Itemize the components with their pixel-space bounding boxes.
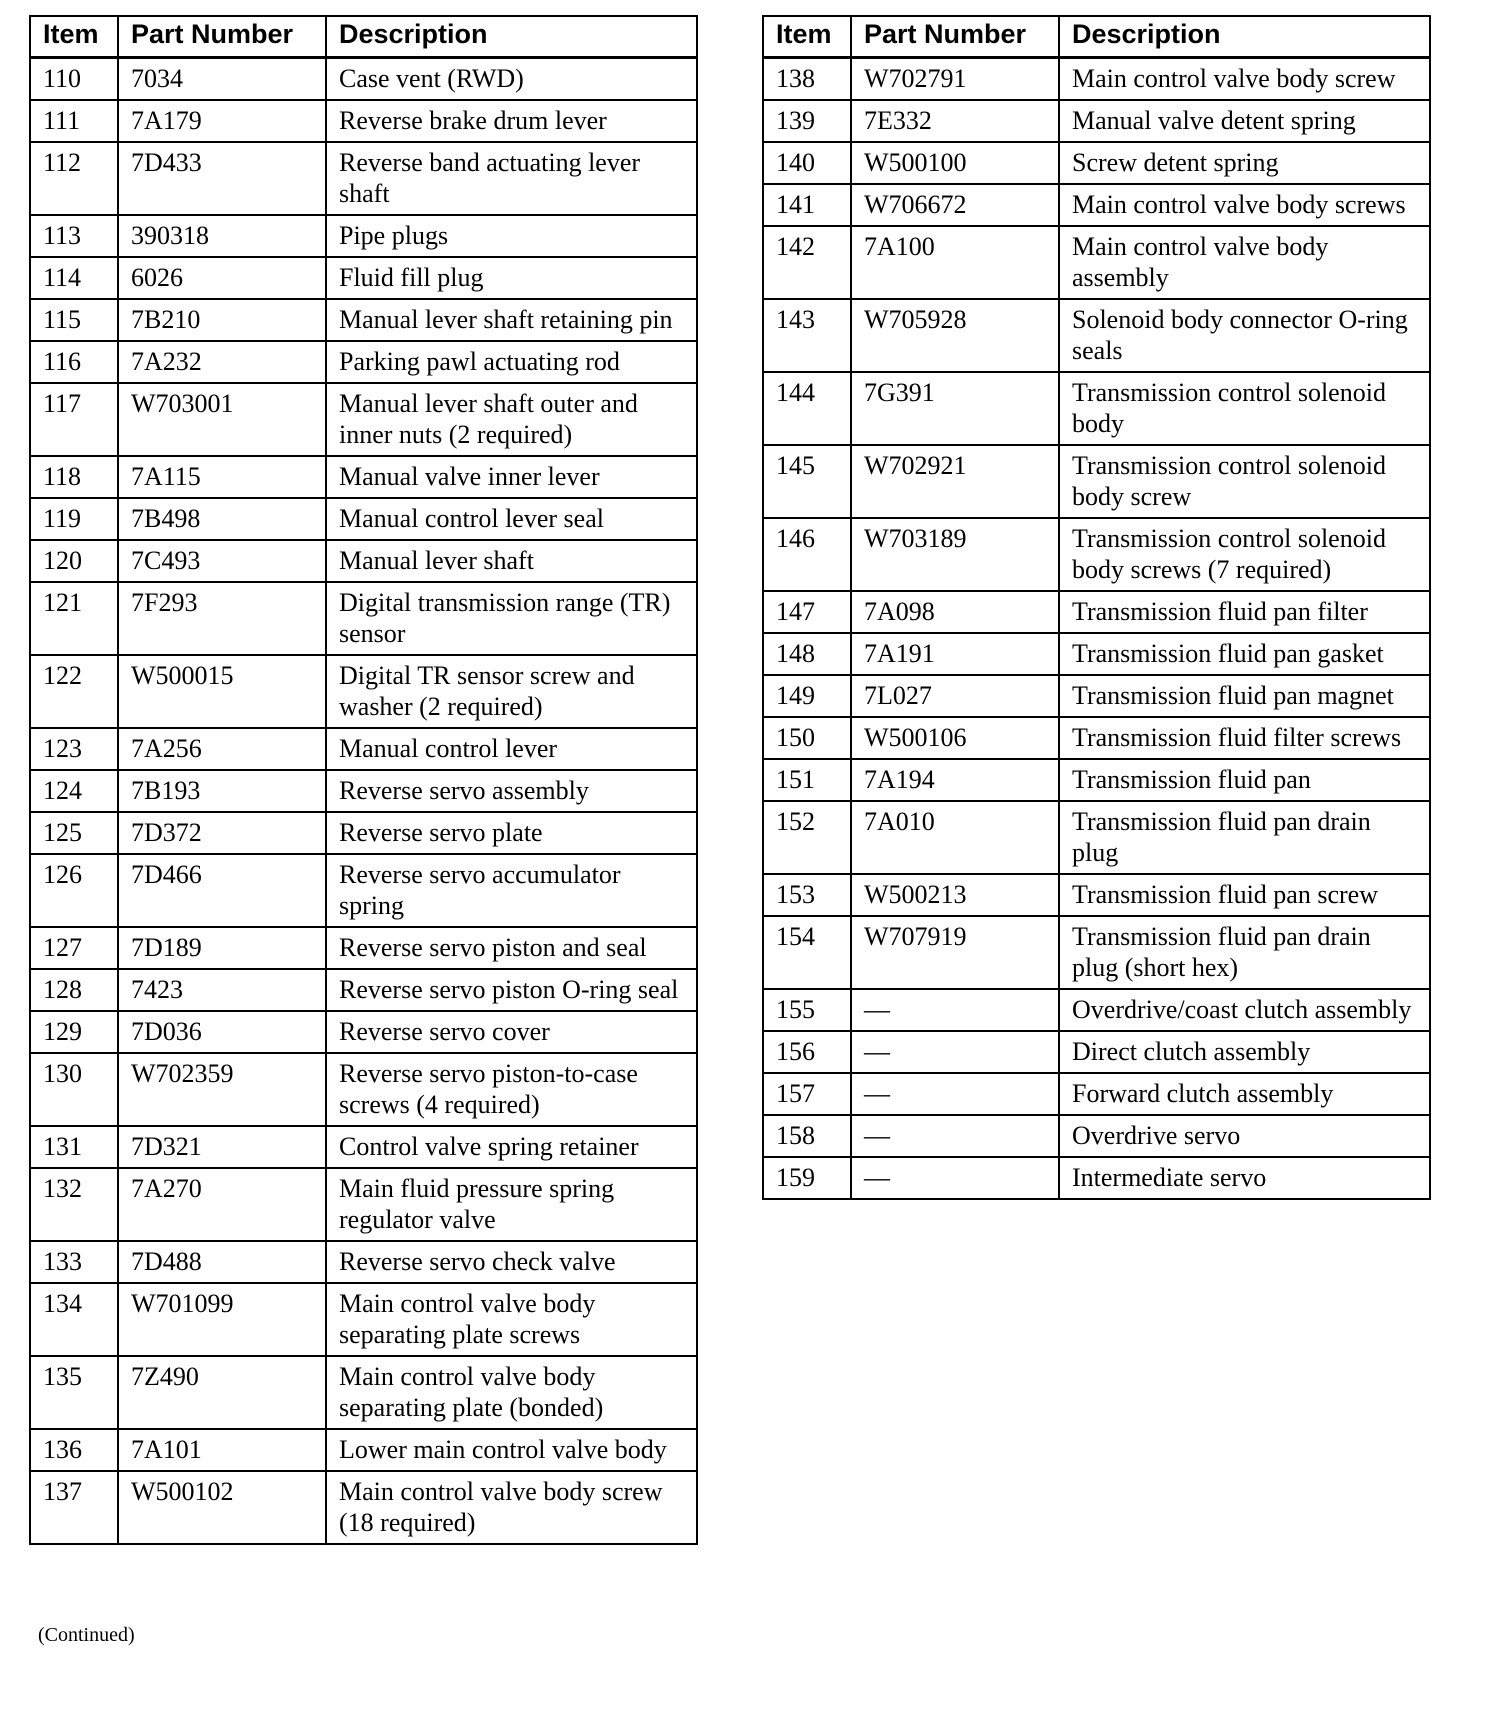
cell-part-number: 7D036 bbox=[118, 1011, 326, 1053]
cell-description: Parking pawl actuating rod bbox=[326, 341, 697, 383]
cell-description: Overdrive/coast clutch assembly bbox=[1059, 989, 1430, 1031]
cell-part-number: W500015 bbox=[118, 655, 326, 728]
cell-description: Main control valve body assembly bbox=[1059, 226, 1430, 299]
cell-item: 133 bbox=[30, 1241, 118, 1283]
cell-part-number: — bbox=[851, 989, 1059, 1031]
cell-part-number: W705928 bbox=[851, 299, 1059, 372]
cell-part-number: 7D372 bbox=[118, 812, 326, 854]
table-row bbox=[30, 100, 697, 142]
cell-description: Transmission fluid filter screws bbox=[1059, 717, 1430, 759]
cell-item: 115 bbox=[30, 299, 118, 341]
table-row bbox=[763, 1073, 1430, 1115]
cell-description: Transmission fluid pan screw bbox=[1059, 874, 1430, 916]
cell-item: 111 bbox=[30, 100, 118, 142]
cell-description: Main control valve body screw (18 required) bbox=[326, 1471, 697, 1544]
cell-description: Transmission fluid pan bbox=[1059, 759, 1430, 801]
cell-part-number: W706672 bbox=[851, 184, 1059, 226]
cell-item: 151 bbox=[763, 759, 851, 801]
table-row bbox=[30, 1053, 697, 1126]
cell-item: 137 bbox=[30, 1471, 118, 1544]
cell-description: Manual lever shaft bbox=[326, 540, 697, 582]
cell-item: 152 bbox=[763, 801, 851, 874]
table-row bbox=[763, 717, 1430, 759]
table-row bbox=[30, 927, 697, 969]
table-row bbox=[30, 1356, 697, 1429]
cell-item: 147 bbox=[763, 591, 851, 633]
column-header-description: Description bbox=[1059, 16, 1430, 58]
cell-item: 136 bbox=[30, 1429, 118, 1471]
parts-table-right bbox=[762, 15, 1431, 1200]
cell-item: 157 bbox=[763, 1073, 851, 1115]
cell-description: Reverse band actuating lever shaft bbox=[326, 142, 697, 215]
cell-description: Reverse servo accumulator spring bbox=[326, 854, 697, 927]
table-row bbox=[30, 728, 697, 770]
cell-item: 139 bbox=[763, 100, 851, 142]
cell-description: Manual valve detent spring bbox=[1059, 100, 1430, 142]
table-row bbox=[763, 633, 1430, 675]
cell-part-number: 7D488 bbox=[118, 1241, 326, 1283]
cell-part-number: 7A100 bbox=[851, 226, 1059, 299]
table-row bbox=[30, 582, 697, 655]
cell-item: 134 bbox=[30, 1283, 118, 1356]
cell-item: 135 bbox=[30, 1356, 118, 1429]
cell-item: 128 bbox=[30, 969, 118, 1011]
cell-description: Transmission fluid pan magnet bbox=[1059, 675, 1430, 717]
cell-description: Reverse servo assembly bbox=[326, 770, 697, 812]
table-row bbox=[30, 812, 697, 854]
cell-part-number: W702791 bbox=[851, 58, 1059, 101]
cell-item: 155 bbox=[763, 989, 851, 1031]
cell-item: 116 bbox=[30, 341, 118, 383]
column-header-item: Item bbox=[763, 16, 851, 58]
table-row bbox=[30, 456, 697, 498]
table-row bbox=[763, 142, 1430, 184]
cell-part-number: — bbox=[851, 1031, 1059, 1073]
table-row bbox=[30, 770, 697, 812]
continued-note: (Continued) bbox=[38, 1624, 135, 1646]
cell-item: 121 bbox=[30, 582, 118, 655]
parts-table-left bbox=[29, 15, 698, 1545]
cell-description: Main control valve body screws bbox=[1059, 184, 1430, 226]
cell-item: 118 bbox=[30, 456, 118, 498]
cell-description: Forward clutch assembly bbox=[1059, 1073, 1430, 1115]
cell-description: Control valve spring retainer bbox=[326, 1126, 697, 1168]
table-row bbox=[763, 1157, 1430, 1199]
cell-part-number: W702921 bbox=[851, 445, 1059, 518]
cell-item: 158 bbox=[763, 1115, 851, 1157]
table-row bbox=[763, 1031, 1430, 1073]
table-row bbox=[30, 299, 697, 341]
cell-item: 143 bbox=[763, 299, 851, 372]
table-row bbox=[30, 142, 697, 215]
cell-part-number: 7F293 bbox=[118, 582, 326, 655]
table-row bbox=[30, 1429, 697, 1471]
cell-item: 148 bbox=[763, 633, 851, 675]
table-row bbox=[763, 445, 1430, 518]
cell-part-number: W500100 bbox=[851, 142, 1059, 184]
table-row bbox=[763, 916, 1430, 989]
cell-item: 146 bbox=[763, 518, 851, 591]
table-row bbox=[763, 518, 1430, 591]
cell-item: 123 bbox=[30, 728, 118, 770]
cell-description: Screw detent spring bbox=[1059, 142, 1430, 184]
table-row bbox=[30, 540, 697, 582]
cell-description: Fluid fill plug bbox=[326, 257, 697, 299]
cell-part-number: 7A101 bbox=[118, 1429, 326, 1471]
cell-item: 113 bbox=[30, 215, 118, 257]
cell-description: Reverse servo plate bbox=[326, 812, 697, 854]
cell-description: Manual control lever seal bbox=[326, 498, 697, 540]
cell-description: Transmission fluid pan gasket bbox=[1059, 633, 1430, 675]
cell-part-number: 7A010 bbox=[851, 801, 1059, 874]
cell-part-number: 7D433 bbox=[118, 142, 326, 215]
cell-part-number: 7C493 bbox=[118, 540, 326, 582]
cell-part-number: W701099 bbox=[118, 1283, 326, 1356]
table-row bbox=[30, 969, 697, 1011]
cell-description: Lower main control valve body bbox=[326, 1429, 697, 1471]
cell-description: Transmission fluid pan filter bbox=[1059, 591, 1430, 633]
cell-item: 150 bbox=[763, 717, 851, 759]
cell-item: 129 bbox=[30, 1011, 118, 1053]
cell-description: Manual control lever bbox=[326, 728, 697, 770]
cell-part-number: — bbox=[851, 1073, 1059, 1115]
table-row bbox=[30, 1011, 697, 1053]
cell-description: Reverse brake drum lever bbox=[326, 100, 697, 142]
table-row bbox=[763, 591, 1430, 633]
cell-part-number: 7D321 bbox=[118, 1126, 326, 1168]
table-body-right bbox=[763, 58, 1430, 1200]
cell-part-number: — bbox=[851, 1157, 1059, 1199]
cell-part-number: 7423 bbox=[118, 969, 326, 1011]
cell-part-number: 7A270 bbox=[118, 1168, 326, 1241]
table-row bbox=[30, 383, 697, 456]
cell-description: Manual lever shaft retaining pin bbox=[326, 299, 697, 341]
cell-item: 140 bbox=[763, 142, 851, 184]
cell-item: 159 bbox=[763, 1157, 851, 1199]
cell-item: 125 bbox=[30, 812, 118, 854]
cell-description: Reverse servo check valve bbox=[326, 1241, 697, 1283]
cell-description: Digital TR sensor screw and washer (2 required) bbox=[326, 655, 697, 728]
cell-description: Main control valve body screw bbox=[1059, 58, 1430, 101]
cell-item: 127 bbox=[30, 927, 118, 969]
cell-description: Transmission control solenoid body bbox=[1059, 372, 1430, 445]
cell-description: Direct clutch assembly bbox=[1059, 1031, 1430, 1073]
cell-description: Reverse servo piston O-ring seal bbox=[326, 969, 697, 1011]
cell-part-number: 7A179 bbox=[118, 100, 326, 142]
cell-item: 142 bbox=[763, 226, 851, 299]
cell-part-number: 7B498 bbox=[118, 498, 326, 540]
table-row bbox=[30, 498, 697, 540]
table-row bbox=[30, 655, 697, 728]
table-row bbox=[763, 100, 1430, 142]
cell-item: 156 bbox=[763, 1031, 851, 1073]
cell-description: Transmission fluid pan drain plug bbox=[1059, 801, 1430, 874]
cell-item: 124 bbox=[30, 770, 118, 812]
cell-part-number: 7A191 bbox=[851, 633, 1059, 675]
cell-item: 112 bbox=[30, 142, 118, 215]
table-row bbox=[763, 874, 1430, 916]
cell-description: Main control valve body separating plate screws bbox=[326, 1283, 697, 1356]
cell-part-number: W500102 bbox=[118, 1471, 326, 1544]
cell-part-number: W703001 bbox=[118, 383, 326, 456]
cell-description: Solenoid body connector O-ring seals bbox=[1059, 299, 1430, 372]
cell-part-number: 7A194 bbox=[851, 759, 1059, 801]
cell-part-number: W500106 bbox=[851, 717, 1059, 759]
cell-item: 110 bbox=[30, 58, 118, 101]
cell-part-number: W703189 bbox=[851, 518, 1059, 591]
cell-item: 122 bbox=[30, 655, 118, 728]
cell-item: 132 bbox=[30, 1168, 118, 1241]
column-header-part-number: Part Number bbox=[118, 16, 326, 58]
table-row bbox=[763, 1115, 1430, 1157]
cell-item: 149 bbox=[763, 675, 851, 717]
table-row bbox=[30, 215, 697, 257]
cell-part-number: 7034 bbox=[118, 58, 326, 101]
column-header-description: Description bbox=[326, 16, 697, 58]
cell-part-number: 7D189 bbox=[118, 927, 326, 969]
cell-item: 141 bbox=[763, 184, 851, 226]
table-row bbox=[763, 299, 1430, 372]
cell-description: Intermediate servo bbox=[1059, 1157, 1430, 1199]
table-body-left bbox=[30, 58, 697, 1545]
cell-part-number: — bbox=[851, 1115, 1059, 1157]
table-row bbox=[30, 854, 697, 927]
cell-item: 144 bbox=[763, 372, 851, 445]
table-row bbox=[30, 257, 697, 299]
cell-item: 145 bbox=[763, 445, 851, 518]
cell-part-number: 390318 bbox=[118, 215, 326, 257]
cell-description: Transmission control solenoid body screws (7 required) bbox=[1059, 518, 1430, 591]
cell-part-number: W500213 bbox=[851, 874, 1059, 916]
table-header-row bbox=[763, 16, 1430, 58]
cell-description: Transmission control solenoid body screw bbox=[1059, 445, 1430, 518]
table-row bbox=[30, 1471, 697, 1544]
cell-description: Manual valve inner lever bbox=[326, 456, 697, 498]
table-header-row bbox=[30, 16, 697, 58]
cell-item: 114 bbox=[30, 257, 118, 299]
cell-part-number: 7Z490 bbox=[118, 1356, 326, 1429]
cell-description: Main control valve body separating plate (bonded) bbox=[326, 1356, 697, 1429]
cell-item: 120 bbox=[30, 540, 118, 582]
cell-part-number: 7A098 bbox=[851, 591, 1059, 633]
cell-description: Reverse servo piston-to-case screws (4 required) bbox=[326, 1053, 697, 1126]
table-row bbox=[30, 1283, 697, 1356]
table-row bbox=[30, 341, 697, 383]
table-row bbox=[30, 1168, 697, 1241]
cell-part-number: 7D466 bbox=[118, 854, 326, 927]
cell-part-number: 7B210 bbox=[118, 299, 326, 341]
cell-description: Transmission fluid pan drain plug (short hex) bbox=[1059, 916, 1430, 989]
cell-description: Reverse servo cover bbox=[326, 1011, 697, 1053]
table-row bbox=[763, 801, 1430, 874]
cell-item: 138 bbox=[763, 58, 851, 101]
table-row bbox=[30, 1241, 697, 1283]
table-row bbox=[763, 675, 1430, 717]
table-row bbox=[763, 226, 1430, 299]
cell-item: 130 bbox=[30, 1053, 118, 1126]
cell-description: Pipe plugs bbox=[326, 215, 697, 257]
cell-part-number: 7A115 bbox=[118, 456, 326, 498]
table-row bbox=[30, 1126, 697, 1168]
cell-part-number: 7E332 bbox=[851, 100, 1059, 142]
cell-description: Main fluid pressure spring regulator valve bbox=[326, 1168, 697, 1241]
cell-part-number: 6026 bbox=[118, 257, 326, 299]
cell-item: 119 bbox=[30, 498, 118, 540]
table-row bbox=[763, 759, 1430, 801]
cell-part-number: 7L027 bbox=[851, 675, 1059, 717]
cell-item: 131 bbox=[30, 1126, 118, 1168]
cell-item: 153 bbox=[763, 874, 851, 916]
cell-description: Case vent (RWD) bbox=[326, 58, 697, 101]
cell-item: 126 bbox=[30, 854, 118, 927]
cell-description: Digital transmission range (TR) sensor bbox=[326, 582, 697, 655]
cell-part-number: 7G391 bbox=[851, 372, 1059, 445]
cell-description: Manual lever shaft outer and inner nuts (2 required) bbox=[326, 383, 697, 456]
cell-part-number: 7A232 bbox=[118, 341, 326, 383]
table-row bbox=[763, 989, 1430, 1031]
table-row bbox=[763, 58, 1430, 101]
cell-description: Reverse servo piston and seal bbox=[326, 927, 697, 969]
cell-part-number: 7A256 bbox=[118, 728, 326, 770]
cell-description: Overdrive servo bbox=[1059, 1115, 1430, 1157]
table-row bbox=[763, 184, 1430, 226]
cell-part-number: W702359 bbox=[118, 1053, 326, 1126]
column-header-item: Item bbox=[30, 16, 118, 58]
cell-item: 154 bbox=[763, 916, 851, 989]
cell-part-number: 7B193 bbox=[118, 770, 326, 812]
column-header-part-number: Part Number bbox=[851, 16, 1059, 58]
cell-item: 117 bbox=[30, 383, 118, 456]
table-row bbox=[763, 372, 1430, 445]
cell-part-number: W707919 bbox=[851, 916, 1059, 989]
table-row bbox=[30, 58, 697, 101]
